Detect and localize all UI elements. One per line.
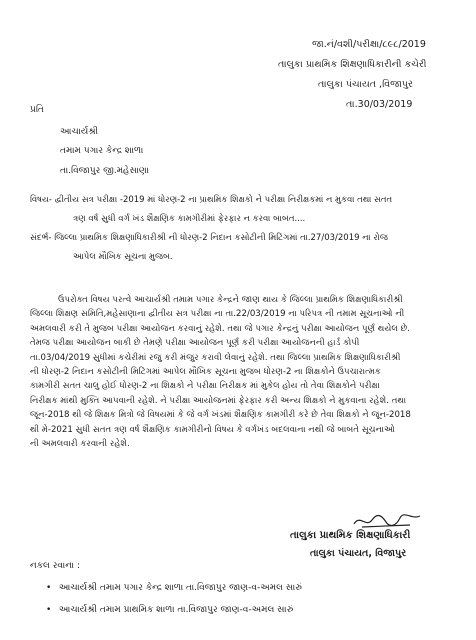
subject-line-2: ત્રણ વર્ષ સુધી વર્ગ ખંડ શૈક્ષણિક કામગીરીમાં ફેરફાર ન કરવા બાબત.... — [73, 214, 306, 224]
copy-to-heading: નકલ રવાના : — [30, 561, 80, 571]
bullet-icon: • — [46, 583, 52, 593]
reference-line-2: આપેલ મૌખિક સૂચના મુજબ. — [73, 252, 173, 262]
copy-to-item-text: આચાર્યશ્રી તમામ પગાર કેન્દ્ર શાળા તા.વિજાપુર જાણ-વ-અમલ સારું — [58, 583, 302, 593]
body-line: ની ધોરણ-2 નિદાન કસોટીની મિટિંગમાં આપેલ મૌખિક સૂચના મુજબ ધોરણ-2 ના શિક્ષકોને ઉપચારાત્મક — [30, 367, 381, 378]
bullet-icon: • — [46, 605, 52, 615]
office-name: તાલુકા પ્રાથમિક શિક્ષણાધિકારીની કચેરી — [278, 59, 427, 70]
body-line: ની અમલવારી કરવાની રહેશે. — [30, 439, 130, 450]
copy-to-item — [46, 604, 293, 617]
body-line: ઉપરોક્ત વિષય પરત્વે આચાર્યશ્રી તમામ પગાર કેન્દ્રને જાણ થાય કે જિલ્લા પ્રાથમિક શિક્ષણાધિકારીશ્રી — [58, 295, 403, 305]
letter-date: તા.30/03/2019 — [346, 99, 413, 110]
office-address: તાલુકા પંચાયત ,વિજાપુર — [318, 79, 413, 90]
body-line: નિરીક્ષક માંથી મુક્તિ આપવાની રહેશે. ને પરીક્ષા આયોજનમાં ફેરફાર કરી અન્ય શિક્ષકો ને મુકવાના રહેશે. તથા — [30, 395, 407, 406]
reference-line-1: સંદર્ભ- જિલ્લા પ્રાથમિક શિક્ષણાધિકારીશ્રી ની ધોરણ-2 નિદાન કસોટીની મિટિંગમાં તા.27/03/2019 ના રોજ — [30, 233, 388, 243]
body-line: જિલ્લા શિક્ષણ સમિતિ,મહેસાણાના દ્વીતીય સત્ર પરીક્ષા ના તા.22/03/2019 ના પરિપત્ર ની તમામ સૂચનાઓ ની — [30, 309, 405, 320]
recipient-line-3: તા.વિજાપુર જી.મહેસાણા — [60, 166, 149, 176]
body-line: તેમજ પરીક્ષા આયોજન બાકી છે તેમણે પરીક્ષા આયોજન પૂર્ણ કરી પરીક્ષા આયોજનની હાર્ડ કોપી — [30, 338, 360, 349]
subject-line-1: વિષય- દ્વીતીય સત્ર પરીક્ષા -2019 માં ધોરણ-2 ના પ્રાથમિક શિક્ષકો ને પરીક્ષા નિરીક્ષકમાં ન મુકવા તથા સતત — [30, 195, 393, 205]
recipient-line-1: આચાર્યશ્રી — [60, 127, 99, 137]
prati-label: પ્રતિ — [30, 105, 44, 115]
reference-number: જા.નં/વશી/પરીક્ષા/૮૯૮/2019 — [312, 39, 426, 50]
body-line: તા.03/04/2019 સુધીમાં કચેરીમાં રજુ કરી મંજુર કરાવી લેવાનું રહેશે. તથા જિલ્લા પ્રાથમિક શિક્ષણાધિકારીશ્રી — [30, 352, 401, 363]
body-line: થી મે-2021 સુધી સતત ત્રણ વર્ષ શૈક્ષણિક કામગીરીનો વિષય કે વર્ગખંડ બદલવાના નથી જે બાબતે સૂચનાઓ — [30, 424, 395, 435]
body-paragraph — [30, 293, 462, 451]
copy-to-item — [46, 582, 302, 595]
signatory-office: તાલુકા પંચાયત, વિજાપુર — [310, 548, 407, 559]
body-line: અમલવારી કરી તે મુજબ પરીક્ષા આયોજન કરવાનું રહેશે. તથા જે પગાર કેન્દ્રનું પરીક્ષા આયોજન પૂર્ણ થયેલ છે. — [30, 323, 411, 334]
signature-scribble — [352, 512, 422, 530]
signatory-title: તાલુકા પ્રાથમિક શિક્ષણાધિકારી — [290, 530, 411, 541]
body-line: કામગીરી સતત ચાલુ હોઈ ધોરણ-2 ના શિક્ષકો ને પરીક્ષા નિરીક્ષક માં મુકેલ હોય તો તેવા શિક્ષકોને પરીક્ષા — [30, 381, 380, 392]
copy-to-item-text: આચાર્યશ્રી તમામ પ્રાથમિક શાળા તા.વિજાપુર જાણ-વ-અમલ સારું — [58, 605, 294, 615]
recipient-line-2: તમામ પગાર કેન્દ્ર શાળા — [60, 146, 144, 156]
body-line: જૂન-2018 થી જે શિક્ષક મિત્રો જે વિષયમાં કે જે વર્ગ ખંડમાં શૈક્ષણિક કામગીરી કરે છે તેવા શિક્ષકો ને જૂન-2018 — [30, 410, 411, 421]
